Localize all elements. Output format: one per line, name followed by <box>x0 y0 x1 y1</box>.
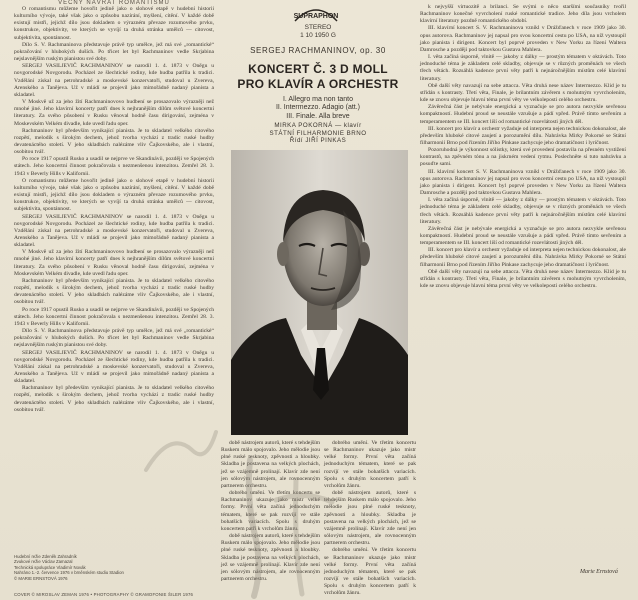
paragraph: k nejvyšší virtuozitě a brilanci. Se svými o něco staršími současníky tvořil Rachmaninov konečné vyvrcholení ruské romantické tradice. Jeho díla jsou vrcholem klavírní literatury pozdně romantického období. <box>420 4 626 25</box>
paragraph: dobrého umění. Ve třetím koncertu se Rachmaninov ukazuje jako mistr velké formy. První věta začíná jednoduchým tématem, které se pak rozvíjí ve stále bohatších variacích. Spolu s druhým koncertem patří k vrcholům žánru. <box>221 490 320 532</box>
paragraph: Dílo S. V. Rachmaninova představuje právě typ umělce, jež má své „romantické“ pokračování v hlubokých duších. Po třicet let byl Rachmaninov vedle Skrjabina nejslavnějším ruským pianistou své doby. <box>14 328 214 349</box>
paragraph: SERGEJ VASILJEVIČ RACHMANINOV se narodil 1. 4. 1873 v Oněgu u novgorodské Novgorodu. Pocházel ze šlechtické rodiny, kde hudba patřila k tradici. Vzdělání získal na petrohradské a moskevské konzervatoři, studoval u Zvereva, Arenského a Tanějeva. Už v mládí se projevil jako mimořádně nadaný pianista a skladatel. <box>14 63 214 98</box>
liner-notes-right-column <box>420 4 626 569</box>
movement-item: II. Intermezzo. Adagio (att.) <box>275 104 361 112</box>
paragraph: Závěrečná část je nebývale energická a vyznačuje se pro autora nezvykle sevřenou kompaktností. Hudební proud se neustále vzrušuje a pádí vpřed. Právě tímto sevřením a temperamentem se III. koncert liší od romantické rozevlátosti jiných děl. <box>420 225 626 247</box>
copyright-line: COVER © MIROSLAV ZEMAN 1976 • PHOTOGRAPHY © GRAMOFONIE ŠILER 1976 <box>14 592 194 597</box>
paragraph: době nástrojem autorů, které s tehdejším Ruskem málo spojovalo. Jeho mělodie jsou plné ruské tesknoty, zpěvnosti a hloubky. Skladba je postavena na velkých plochách, jež se vzájemně prolínají. Klavír zde není jen sólovým nástrojem, ale rovnocenným partnerem orchestru. <box>221 533 320 582</box>
paragraph: III. koncert pro klavír a orchestr vyžaduje od interpreta nejen technickou dokonalost, ale především hluboké citové zaujetí a porozumění dílu. Nahrávka Mirky Pokorné se Státní filharmonií Brno pod řízením Jiřího Pinkase zachycuje jeho dramatičnost i lyričnost. <box>420 125 626 146</box>
liner-notes-left-column <box>14 6 214 554</box>
paragraph: I. věta začíná úsporně, vlnitě — jakoby z dálky — prostým tématem v oktávách. Toto jednoduché téma je základem celé skladby, objevuje se v různých proměnách ve všech třech větách. Rozsáhlá kadence první věty patří k nejnáročnějším místům celé klavírní literatury. <box>420 197 626 225</box>
liner-notes-middle-column-b <box>324 440 416 597</box>
paragraph: SERGEJ VASILJEVIČ RACHMANINOV se narodil 1. 4. 1873 v Oněgu u novgorodské Novgorodu. Pocházel ze šlechtické rodiny, kde hudba patřila k tradici. Vzdělání získal na petrohradské a moskevské konzervatoři, studoval u Zvereva, Arenského a Tanějeva. Už v mládí se projevil jako mimořádně nadaný pianista a skladatel. <box>14 349 214 385</box>
supraphon-logo <box>291 3 341 23</box>
paragraph: Dílo S. V. Rachmaninova představuje právě typ umělce, jež má své „romantické“ pokračování v hlubokých duších. Po třicet let byl Rachmaninov vedle Skrjabina nejslavnějším ruským pianistou své doby. <box>14 41 214 63</box>
paragraph: Obě další věty navazují na sebe attacca. Věta druhá nese název Intermezzo. Klid je tu střídán s kontrasty. Třetí věta, Finale, je brilantním závěrem s mohutným vyvrcholením, kde se znovu objevuje hlavní téma první věty ve velkoleposti celého orchestru. <box>420 268 626 290</box>
paragraph: I. věta začíná úsporně, vlnitě — jakoby z dálky — prostým tématem v oktávách. Toto jednoduché téma je základem celé skladby, objevuje se v různých proměnách ve všech třech větách. Rozsáhlá kadence první věty patří k nejnáročnějším místům celé klavírní literatury. <box>420 54 626 82</box>
paragraph: V Moskvě už za jeho žití Rachmaninovovo hudbení se prosazovalo výrazněji než mnohé jiné. Jeho klavírní koncerty patří dnes k nejhranějším dílům světové koncertní literatury. Za svého působení v Rusku věnoval hodně času dirigování, zejména v Moskevském Velkém divadle, kde uvedl řadu oper. <box>14 249 214 277</box>
credit-line: Hudební režie Zdeněk Zahradník <box>14 554 77 559</box>
paragraph: dobrého umění. Ve třetím koncertu se Rachmaninov ukazuje jako mistr velké formy. První věta začíná jednoduchým tématem, které se pak rozvíjí ve stále bohatších variacích. Spolu s druhým koncertem patří k vrcholům žánru. <box>324 547 416 597</box>
header-strip: VĚČNÝ NÁVRAT ROMANTISMU <box>58 0 170 6</box>
paragraph: Po roce 1917 opustil Rusko a usadil se nejprve ve Skandinávii, později ve Spojených státech. Jeho koncertní činnost pokračovala s nezmenšenou intenzitou. Zemřel 28. 3. 1943 v Beverly Hills v Kalifornii. <box>14 156 214 177</box>
orchestra: STÁTNÍ FILHARMONIE BRNO <box>269 129 367 137</box>
paragraph: Obě další věty navazují na sebe attacca. Věta druhá nese název Intermezzo. Klid je tu střídán s kontrasty. Třetí věta, Finale, je brilantním závěrem s mohutným vyvrcholením, kde se znovu objevuje hlavní téma první věty ve velkoleposti celého orchestru. <box>420 82 626 104</box>
author-signature: Marie Ernstová <box>580 569 618 575</box>
movement-list <box>218 96 418 121</box>
title-line-2: PRO KLAVÍR A ORCHESTR <box>237 77 399 91</box>
paragraph: SERGEJ VASILJEVIČ RACHMANINOV se narodil 1. 4. 1873 v Oněgu u novgorodské Novgorodu. Pocházel ze šlechtické rodiny, kde hudba patřila k tradici. Vzdělání získal na petrohradské a moskevské konzervatoři, studoval u Zvereva, Arenského a Tanějeva. Už v mládí se projevil jako mimořádně nadaný pianista a skladatel. <box>14 213 214 249</box>
stereo-label: STEREO <box>304 24 332 31</box>
movement-item: I. Allegro ma non tanto <box>282 96 354 103</box>
album-title <box>218 62 418 92</box>
paragraph: Rachmaninov byl především vynikající pianista. Je to skladatel velkého citového rozpětí, melodik s širokým dechem, jehož tvorba vychází z tradic ruské hudby devatenáctého století. V jeho skladbách nalézáme vliv Čajkovského, ale i vlastní, osobitou tvář. <box>14 127 214 156</box>
title-line-1: KONCERT Č. 3 D MOLL <box>248 62 388 76</box>
paragraph: III. klavírní koncert S. V. Rachmaninova vznikl v Drážďanech v roce 1909 jako 30. opus autorova. Rachmaninov jej napsal pro svou koncertní cestu po USA, na níž vystoupil jako pianista i dirigent. Koncert byl poprvé proveden v New Yorku za řízení Waltera Damrosche a později pod taktovkou Gustava Mahlera. <box>420 168 626 197</box>
paragraph: Rachmaninov byl především vynikající pianista. Je to skladatel velkého citového rozpětí, melodik s širokým dechem, jehož tvorba vychází z tradic ruské hudby devatenáctého století. V jeho skladbách nalézáme vliv Čajkovského, ale i vlastní, osobitou tvář. <box>14 385 214 413</box>
movement-item: III. Finale. Alla breve <box>286 112 350 120</box>
recording-credits <box>14 554 214 581</box>
paragraph: O romantismu můžeme hovořit jedině jako o slohové etapě v hudební historii kulturního vývoje, také však jako o způsobu nazírání, myšlení, cítění. V každé době existují mistři, jejichž dílo jsou dokladem o výrazném převaze rozumového prvku, konstrukce, objektivity, ve kterých se vyvíjí ta druhá stránka umělců — citovost, subjektivita, spontánnost. <box>14 177 214 213</box>
paragraph: Po roce 1917 opustil Rusko a usadil se nejprve ve Skandinávii, později ve Spojených státech. Jeho koncertní činnost pokračovala s nezmenšenou intenzitou. Zemřel 28. 3. 1943 v Beverly Hills v Kalifornii. <box>14 306 214 327</box>
credit-line: Nahráno 1.-2. července 1976 v brněnském studiu Stadion <box>14 570 124 576</box>
credit-line: © MARIE ERNSTOVÁ 1976 <box>14 575 68 581</box>
brand-text: SUPRAPHON <box>293 13 339 20</box>
conductor: Řídí JIŘÍ PINKAS <box>289 137 347 144</box>
paragraph: O romantismu můžeme hovořit jedině jako o slohové etapě v hudební historii kulturního vývoje, také však jako o způsobu nazírání, myšlení, cítění. V každé době existují mistři, jejichž dílo jsou dokladem o výrazném převaze rozumového prvku, konstrukce, objektivity, ve kterých se vyvíjí ta druhá stránka umělců — citovost, subjektivita, spontánnost. <box>14 6 214 41</box>
paragraph: Rachmaninov byl především vynikající pianista. Je to skladatel velkého citového rozpětí, melodik s širokým dechem, jehož tvorba vychází z tradic ruské hudby devatenáctého století. V jeho skladbách nalézáme vliv Čajkovského, ale i vlastní, osobitou tvář. <box>14 277 214 306</box>
composer-portrait-photo <box>231 150 408 435</box>
performers-block <box>218 122 418 145</box>
paragraph: Závěrečná část je nebývale energická a vyznačuje se pro autora nezvykle sevřenou kompaktností. Hudební proud se neustále vzrušuje a pádí vpřed. Právě tímto sevřením a temperamentem se III. koncert liší od romantické rozevlátosti jiných děl. <box>420 104 626 125</box>
paragraph: době nástrojem autorů, které s tehdejším Ruskem málo spojovalo. Jeho mělodie jsou plné ruské tesknoty, zpěvnosti a hloubky. Skladba je postavena na velkých plochách, jež se vzájemně prolínají. Klavír zde není jen sólovým nástrojem, ale rovnocenným partnerem orchestru. <box>324 490 416 547</box>
paragraph: V Moskvě už za jeho žití Rachmaninovovo hudbení se prosazovalo výrazněji než mnohé jiné. Jeho klavírní koncerty patří dnes k nejhranějším dílům světové koncertní literatury. Za svého působení v Rusku věnoval hodně času dirigování, zejména v Moskevském Velkém divadle, kde uvedl řadu oper. <box>14 99 214 127</box>
paragraph: době nástrojem autorů, které s tehdejším Ruskem málo spojovalo. Jeho mělodie jsou plné ruské tesknoty, zpěvnosti a hloubky. Skladba je postavena na velkých plochách, jež se vzájemně prolínají. Klavír zde není jen sólovým nástrojem, ale rovnocenným partnerem orchestru. <box>221 440 320 489</box>
paragraph: III. klavírní koncert S. V. Rachmaninova vznikl v Drážďanech v roce 1909 jako 30. opus autorova. Rachmaninov jej napsal pro svou koncertní cestu po USA, na níž vystoupil jako pianista i dirigent. Koncert byl poprvé proveden v New Yorku za řízení Waltera Damrosche a později pod taktovkou Gustava Mahlera. <box>420 25 626 53</box>
soloist: MIRKA POKORNÁ — klavír <box>274 122 362 129</box>
paragraph: Pozoruhodná je výkonnost sólistky, která své provedení postavila na přesném vystižení kontrastů, na zpěvném tónu a na jiskrném vedení rytmu. Poslechněte si tuto nahrávku a posuďte sami. <box>420 147 626 168</box>
paragraph: III. koncert pro klavír a orchestr vyžaduje od interpreta nejen technickou dokonalost, ale především hluboké citové zaujetí a porozumění dílu. Nahrávka Mirky Pokorné se Státní filharmonií Brno pod řízením Jiřího Pinkase zachycuje jeho dramatičnost i lyričnost. <box>420 247 626 268</box>
composer-line: SERGEJ RACHMANINOV, op. 30 <box>250 46 386 55</box>
liner-notes-middle-column-a <box>221 440 320 590</box>
credit-line: Zvukové režie Václav Zamazal <box>14 559 73 565</box>
catalog-number: 1 10 1950 G <box>300 32 336 39</box>
credit-line: Technická spolupráce Vladimír Novák <box>14 564 86 570</box>
paragraph: dobrého umění. Ve třetím koncertu se Rachmaninov ukazuje jako mistr velké formy. První věta začíná jednoduchým tématem, které se pak rozvíjí ve stále bohatších variacích. Spolu s druhým koncertem patří k vrcholům žánru. <box>324 440 416 489</box>
